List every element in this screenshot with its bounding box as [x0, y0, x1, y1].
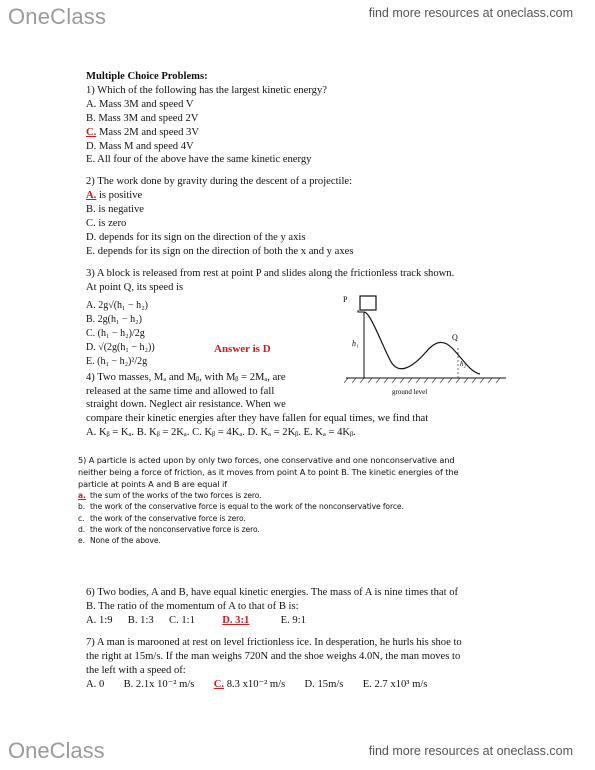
q5-option-e-text: None of the above.	[90, 535, 161, 545]
q3-option-c: C. (h₁ − h₂)/2g	[86, 327, 145, 339]
q5-letter-b: b.	[78, 502, 86, 512]
track-diagram	[340, 290, 512, 400]
q1-option-d: D. Mass M and speed 4V	[86, 140, 194, 152]
q2-option-a	[86, 189, 506, 203]
q3-option-e: E. (h₁ − h₂)²/2g	[86, 355, 148, 367]
page-header	[0, 0, 595, 36]
q7-options	[86, 678, 506, 692]
question-5	[78, 454, 506, 546]
q7-line-1: 7) A man is marooned at rest on level frictionless ice. In desperation, he hurls his shoe to	[86, 636, 462, 648]
track-start	[358, 310, 364, 378]
q5-option-a-text: the sum of the works of the two forces is zero.	[90, 491, 262, 501]
q7-option-a: A. 0	[86, 678, 105, 690]
q7-correct-letter: C.	[213, 678, 225, 690]
label-ground: ground level	[392, 388, 428, 396]
q7-line-2: the right at 15m/s. If the man weighs 720N and the shoe weighs 4.0N, the man moves to	[86, 650, 461, 662]
q7-option-c: 8.3 x10⁻² m/s	[224, 678, 286, 690]
q5-letter-e: e.	[78, 535, 85, 545]
q1-option-c	[86, 126, 506, 140]
q2-correct-letter: A.	[86, 190, 97, 202]
label-p: P	[343, 295, 348, 304]
q4-line-4: compare their kinetic energies after they have fallen for equal times, we find that	[86, 413, 429, 425]
q7-option-d: D. 15m/s	[304, 678, 344, 690]
q3-stem-1: 3) A block is released from rest at point P and slides along the frictionless track shown.	[86, 267, 455, 279]
q4-options: A. Kᵦ = Kₐ. B. Kᵦ = 2Kₐ. C. Kᵦ = 4Kₐ. D. Kₐ = 2Kᵦ. E. Kₐ = 4Kᵦ.	[86, 427, 356, 439]
q1-option-e: E. All four of the above have the same kinetic energy	[86, 154, 312, 166]
block-p	[360, 296, 376, 310]
q6-options	[86, 614, 506, 628]
q1-option-c-text: Mass 2M and speed 3V	[96, 126, 200, 138]
q2-option-b: B. is negative	[86, 204, 144, 216]
q3-option-a: A. 2g√(h₁ − h₂)	[86, 299, 148, 311]
q2-option-a-text: is positive	[96, 190, 143, 202]
q5-line-2: neither being a force of friction, as it moves from point A to point B. The kinetic energies of the	[78, 467, 459, 478]
q2-option-c: C. is zero	[86, 218, 127, 230]
q3-answer: Answer is D	[214, 342, 271, 355]
footer-find-more-link[interactable]: find more resources at oneclass.com	[368, 744, 573, 758]
q5-letter-c: c.	[78, 513, 85, 523]
ground-hatch	[344, 378, 500, 383]
q3-option-d: D. √(2g(h₁ − h₂))	[86, 341, 155, 353]
q4-line-1: 4) Two masses, Mₐ and Mᵦ, with Mᵦ = 2Mₐ, are	[86, 371, 286, 383]
question-7	[86, 636, 506, 692]
oneclass-logo[interactable]: OneClass	[8, 4, 107, 29]
q3-stem-2: At point Q, its speed is	[86, 281, 184, 293]
q5-letter-d: d.	[78, 524, 86, 534]
q2-option-e: E. depends for its sign on the direction of both the x and y axes	[86, 245, 354, 257]
q6-line-1: 6) Two bodies, A and B, have equal kinetic energies. The mass of A is nine times that of	[86, 587, 459, 599]
find-more-link[interactable]: find more resources at oneclass.com	[368, 6, 573, 20]
q1-stem: 1) Which of the following has the largest kinetic energy?	[86, 84, 327, 96]
q7-line-3: the left with a speed of:	[86, 664, 186, 676]
q6-option-d: D. 3:1	[222, 614, 250, 626]
q6-option-b: B. 1:3	[127, 614, 154, 626]
q5-option-a	[78, 490, 506, 501]
q4-line-3: straight down. Neglect air resistance. When we	[86, 399, 286, 411]
q6-option-a: A. 1:9	[86, 614, 113, 626]
q7-option-e: E. 2.7 x10³ m/s	[362, 678, 428, 690]
q7-option-b: B. 2.1x 10⁻² m/s	[123, 678, 195, 690]
q1-correct-letter: C.	[86, 126, 97, 138]
q5-option-c	[78, 513, 506, 524]
q1-option-b: B. Mass 3M and speed 2V	[86, 112, 199, 124]
q5-option-d-text: the work of the nonconservative force is zero.	[90, 524, 260, 534]
question-2	[86, 175, 506, 258]
q5-option-d	[78, 524, 506, 535]
footer-logo[interactable]: OneClass	[8, 738, 105, 763]
label-q: Q	[452, 333, 458, 342]
q2-option-d: D. depends for its sign on the direction of the y axis	[86, 231, 306, 243]
q6-line-2: B. The ratio of the momentum of A to that of B is:	[86, 601, 299, 613]
q2-stem: 2) The work done by gravity during the descent of a projectile:	[86, 176, 353, 188]
q5-option-b-text: the work of the conservative force is equal to the work of the nonconservative force.	[90, 502, 404, 512]
q5-correct-letter: a.	[78, 491, 86, 501]
question-1	[86, 84, 506, 167]
q3-option-b: B. 2g(h₁ − h₂)	[86, 313, 142, 325]
q6-option-e: E. 9:1	[280, 614, 306, 626]
question-6	[86, 586, 506, 628]
q5-line-1: 5) A particle is acted upon by only two forces, one conservative and one nonconservative and	[78, 455, 455, 466]
label-h2: h₂	[460, 360, 466, 368]
section-title: Multiple Choice Problems:	[86, 71, 208, 82]
q5-line-3: particle at points A and B are equal if	[78, 479, 227, 490]
label-h1: h₁	[352, 339, 359, 348]
q5-option-b	[78, 501, 506, 512]
q1-option-a: A. Mass 3M and speed V	[86, 98, 194, 110]
q5-option-e	[78, 535, 506, 546]
q4-line-2: released at the same time and allowed to fall	[86, 385, 275, 397]
q5-option-c-text: the work of the conservative force is zero.	[90, 513, 246, 523]
q6-option-c: C. 1:1	[169, 614, 195, 626]
